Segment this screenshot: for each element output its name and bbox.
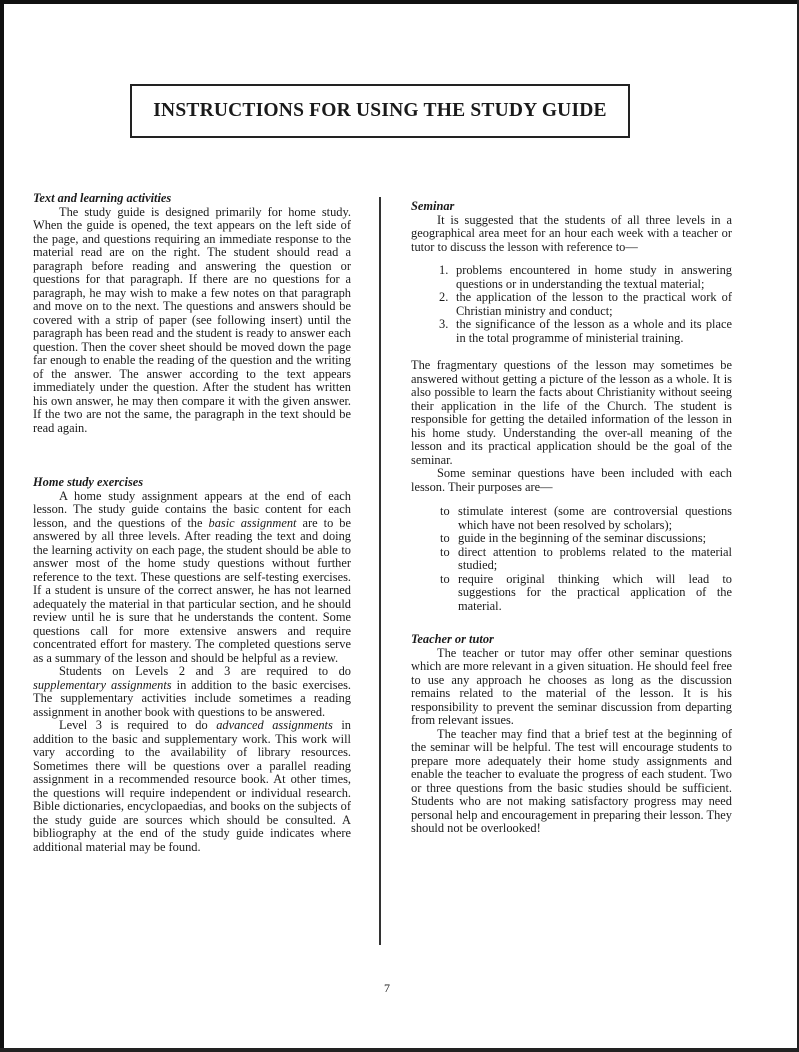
paragraph: [33, 490, 351, 666]
text-run: Students on Levels 2 and 3 are required to do: [59, 664, 351, 678]
section-seminar: [411, 200, 732, 613]
list-prefix: to: [440, 531, 450, 545]
list-prefix: to: [440, 571, 450, 586]
title-box: [130, 84, 630, 138]
list-item: [439, 264, 732, 291]
list-item: [440, 505, 732, 532]
text-run: A home study assignment appears at the end of each lesson. The study guide contains the basic content for each lesson, and the questions of the: [33, 488, 351, 530]
paragraph: [33, 719, 351, 854]
paragraph: [33, 665, 351, 719]
paragraph: The study guide is designed primarily for home study. When the guide is opened, the text appears on the left side of the page, and questions requiring an immediate response to the material read are on the right. The student should read a paragraph before reading and answering the question or questions for that paragraph. If there are no questions for a paragraph, he may wish to make a few notes on that paragraph and move on to the next. The questions and answers should be covered with a strip of paper (see following insert) until the paragraph has been read and the student is ready to answer each question. Then the cover sheet should be moved down the page far enough to enable the reading of the question and the writing of the answer. The answer according to the text appears immediately under the question. After the student has written his own answer, he may then compare it with the given answer. If the two are not the same, the paragraph in the text should be read again.: [33, 204, 351, 435]
list-text: problems encountered in home study in answering questions or in understanding the textual material;: [456, 263, 732, 291]
text-run: in addition to the basic exercises. The supplementary activities include sometimes a reading assignment in another book with questions to be answered.: [33, 677, 351, 719]
list-number: 1.: [439, 263, 449, 277]
list-number: 3.: [439, 317, 449, 331]
page-title: INSTRUCTIONS FOR USING THE STUDY GUIDE: [153, 100, 607, 121]
scan-border-bottom: [0, 1048, 799, 1052]
section-text-learning-activities: [33, 192, 351, 435]
column-divider: [379, 197, 381, 945]
scan-border-top: [0, 0, 799, 4]
seminar-purposes-list: [411, 505, 732, 613]
list-item: [440, 546, 732, 573]
text-run: in addition to the basic and supplementary work. This work will vary according to the availability of library resources. Sometimes there will be questions over a parallel reading assignment in a recommended resource book. At other times, the questions will require independent or individual research. Bible dictionaries, encyclopaedias, and books on the subjects of the study guide are sources which should be consulted. A bibliography at the end of the study guide indicates where additional material may be found.: [33, 718, 352, 854]
paragraph: The teacher or tutor may offer other seminar questions which are more relevant in a given situation. He should feel free to use any approach he chooses as long as the discussion remains related to the material of the lesson. It is his responsibility to prevent the seminar discussion from departing from relevant issues.: [411, 645, 732, 727]
paragraph: It is suggested that the students of all three levels in a geographical area meet for an hour each week with a teacher or tutor to discuss the lesson with reference to—: [411, 212, 732, 254]
text-run: are to be answered by all three levels. After reading the text and doing the learning activity on each page, the student should be able to answer most of the home study questions without further reference to the text. These questions are self-testing exercises. If a student is unsure of the correct answer, he has not learned adequately the material in that particular section, and he should review until he is sure that he understands the content. Some questions call for more extensive answers and require concentrated effort for mastery. The completed questions serve as a summary of the lesson and should be helpful as a review.: [33, 515, 351, 665]
section-heading: Text and learning activities: [33, 191, 172, 205]
list-text: guide in the beginning of the seminar discussions;: [458, 531, 707, 545]
paragraph: Some seminar questions have been included with each lesson. Their purposes are—: [411, 466, 732, 494]
list-item: [439, 291, 732, 318]
list-number: 2.: [439, 290, 449, 304]
list-item: [440, 573, 732, 614]
scan-border-left: [0, 0, 4, 1052]
list-text: the application of the lesson to the practical work of Christian ministry and conduct;: [456, 290, 732, 318]
page-number: 7: [384, 981, 390, 995]
list-text: require original thinking which will lead to suggestions for the practical application of the material.: [458, 571, 732, 613]
text-run: Level 3 is required to do: [59, 718, 217, 732]
list-prefix: to: [440, 504, 450, 518]
left-column: [33, 192, 351, 854]
list-item: [439, 318, 732, 345]
emphasis-basic-assignment: basic assignment: [208, 515, 297, 530]
paragraph: The teacher may find that a brief test at the beginning of the seminar will be helpful. The test will encourage students to prepare more adequately their home study assignments and enable the teacher to evaluate the progress of each student. Two or three questions from the basic studies should be sufficient. Students who are not making satisfactory progress may need personal help and encouragement in preparing their lesson. They should not be overlooked!: [411, 726, 732, 835]
right-column: [411, 200, 732, 836]
section-heading: Seminar: [411, 199, 455, 213]
list-text: stimulate interest (some are controversial questions which have not been resolved by scholars);: [458, 504, 732, 532]
paragraph: The fragmentary questions of the lesson may sometimes be answered without getting a picture of the lesson as a whole. It is also possible to learn the facts about Christianity without seeing their application in the life of the Church. The student is responsible for getting the detailed information of the lesson in his home study. Understanding the over-all meaning of the lesson and its practical application should be the goal of the seminar.: [411, 358, 732, 467]
list-item: [440, 532, 732, 546]
section-heading: Home study exercises: [33, 475, 144, 489]
emphasis-supplementary-assignments: supplementary assignments: [33, 677, 172, 692]
list-prefix: to: [440, 544, 450, 559]
seminar-topics-list: [411, 264, 732, 345]
section-home-study-exercises: [33, 476, 351, 854]
list-text: the significance of the lesson as a whole and its place in the total programme of ministerial training.: [456, 317, 732, 345]
section-teacher-or-tutor: [411, 633, 732, 836]
section-heading: Teacher or tutor: [411, 632, 494, 646]
emphasis-advanced-assignments: advanced assignments: [216, 718, 333, 732]
list-text: direct attention to problems related to the material studied;: [458, 544, 732, 572]
